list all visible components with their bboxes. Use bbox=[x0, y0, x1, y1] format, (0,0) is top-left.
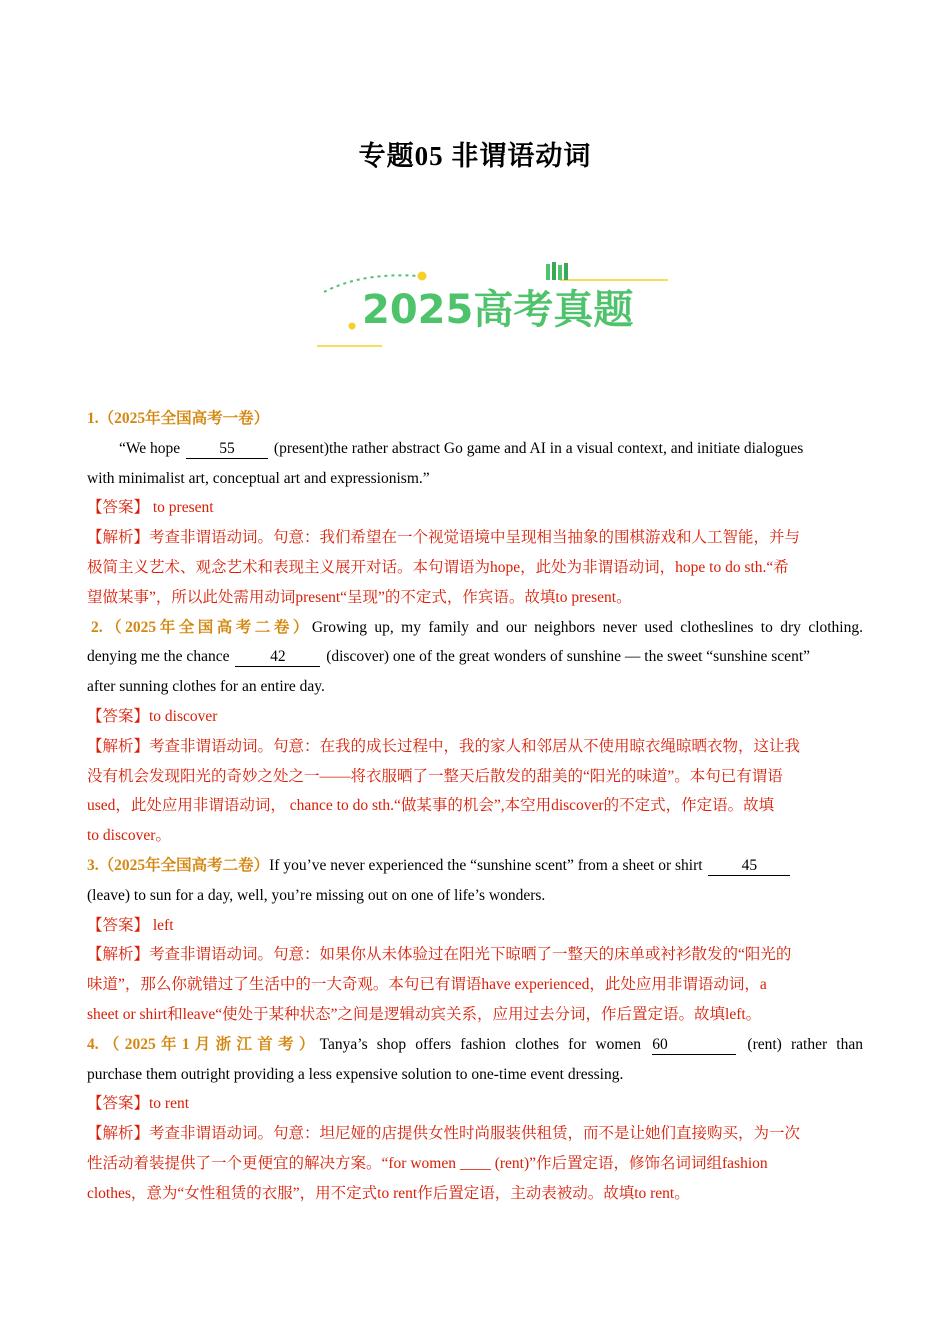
question-3-analysis-1: 【解析】考查非谓语动词。句意：如果你从未体验过在阳光下晾晒了一整天的床单或衬衫散发的“阳光的 bbox=[87, 946, 792, 964]
question-1-answer: 【答案】 to present bbox=[87, 499, 214, 517]
question-2-answer: 【答案】to discover bbox=[87, 707, 218, 725]
question-2-text-line2 bbox=[87, 642, 863, 672]
question-3-analysis-3: sheet or shirt和leave“使处于某种状态”之间是逻辑动宾关系，应用过去分词，作后置定语。故填left。 bbox=[87, 1005, 762, 1023]
question-2-text-line3: after sunning clothes for an entire day. bbox=[87, 678, 325, 696]
question-2-analysis-3: used，此处应用非谓语动词， chance to do sth.“做某事的机会”,本空用discover的不定式，作定语。故填 bbox=[87, 797, 775, 815]
question-1-text bbox=[87, 434, 863, 464]
question-2-text-b: denying me the chance bbox=[87, 648, 234, 666]
question-4-text-line2: purchase them outright providing a less expensive solution to one-time event dressing. bbox=[87, 1065, 624, 1083]
question-1-text-line2: with minimalist art, conceptual art and expressionism.” bbox=[87, 469, 430, 487]
question-4-text-a: Tanya’s shop offers fashion clothes for women bbox=[319, 1035, 651, 1053]
blank-42: 42 bbox=[235, 648, 320, 667]
question-1-analysis-2: 极简主义艺术、观念艺术和表现主义展开对话。本句谓语为hope，此处为非谓语动词，hope to do sth.“希 bbox=[87, 558, 789, 576]
question-4-answer: 【答案】to rent bbox=[87, 1095, 190, 1113]
question-1-analysis-3: 望做某事”，所以此处需用动词present“呈现”的不定式，作宾语。故填to present。 bbox=[87, 588, 632, 606]
content bbox=[87, 404, 863, 1209]
question-4-analysis-3: clothes，意为“女性租赁的衣服”，用不定式to rent作后置定语，主动表被动。故填to rent。 bbox=[87, 1184, 690, 1202]
question-2-analysis-4: to discover。 bbox=[87, 827, 171, 845]
page-title: 专题05 非谓语动词 bbox=[358, 141, 592, 171]
blank-55: 55 bbox=[186, 440, 268, 459]
question-3-analysis-2: 味道”，那么你就错过了生活中的一大奇观。本句已有谓语have experienced，此处应用非谓语动词，a bbox=[87, 976, 767, 994]
question-4-analysis-2: 性活动着装提供了一个更便宜的解决方案。“for women ____ (rent)”作后置定语，修饰名词词组fashion bbox=[87, 1154, 768, 1172]
banner-title: 2025高考真题 bbox=[362, 287, 634, 333]
question-3-text bbox=[87, 851, 863, 881]
question-2-text-c: (discover) one of the great wonders of sunshine — the sweet “sunshine scent” bbox=[322, 648, 811, 666]
question-4-label: 4.（2025年1月浙江首考） bbox=[87, 1035, 320, 1053]
question-2-analysis-1: 【解析】考查非谓语动词。句意：在我的成长过程中，我的家人和邻居从不使用晾衣绳晾晒衣物，这让我 bbox=[87, 737, 801, 755]
banner bbox=[312, 254, 672, 350]
question-4-text bbox=[87, 1030, 863, 1060]
question-3-answer: 【答案】 left bbox=[87, 916, 174, 934]
blank-60: 60 bbox=[652, 1036, 736, 1055]
question-3-text-line2: (leave) to sun for a day, well, you’re missing out on one of life’s wonders. bbox=[87, 886, 546, 904]
blank-45: 45 bbox=[708, 857, 790, 876]
question-2-label: 2.（2025年全国高考二卷） bbox=[91, 618, 312, 636]
question-2-analysis-2: 没有机会发现阳光的奇妙之处之一——将衣服晒了一整天后散发的甜美的“阳光的味道”。本句已有谓语 bbox=[87, 767, 783, 785]
question-1-analysis-1: 【解析】考查非谓语动词。句意：我们希望在一个视觉语境中呈现相当抽象的围棋游戏和人工智能，并与 bbox=[87, 529, 801, 547]
question-1-label: 1.（2025年全国高考一卷） bbox=[87, 410, 270, 427]
question-1-text-b: (present)the rather abstract Go game and AI in a visual context, and initiate dialogues bbox=[270, 439, 804, 457]
question-2-text bbox=[87, 613, 863, 643]
question-1-text-a: “We hope bbox=[119, 439, 185, 457]
question-3-label: 3.（2025年全国高考二卷） bbox=[87, 856, 270, 874]
question-2-text-a: Growing up, my family and our neighbors never used clotheslines to dry clothing. bbox=[311, 618, 863, 636]
question-4-analysis-1: 【解析】考查非谓语动词。句意：坦尼娅的店提供女性时尚服装供租赁，而不是让她们直接购买，为一次 bbox=[87, 1125, 801, 1143]
question-3-text-a: If you’ve never experienced the “sunshine scent” from a sheet or shirt bbox=[269, 856, 707, 874]
question-4-text-b: (rent) rather than bbox=[738, 1035, 863, 1053]
